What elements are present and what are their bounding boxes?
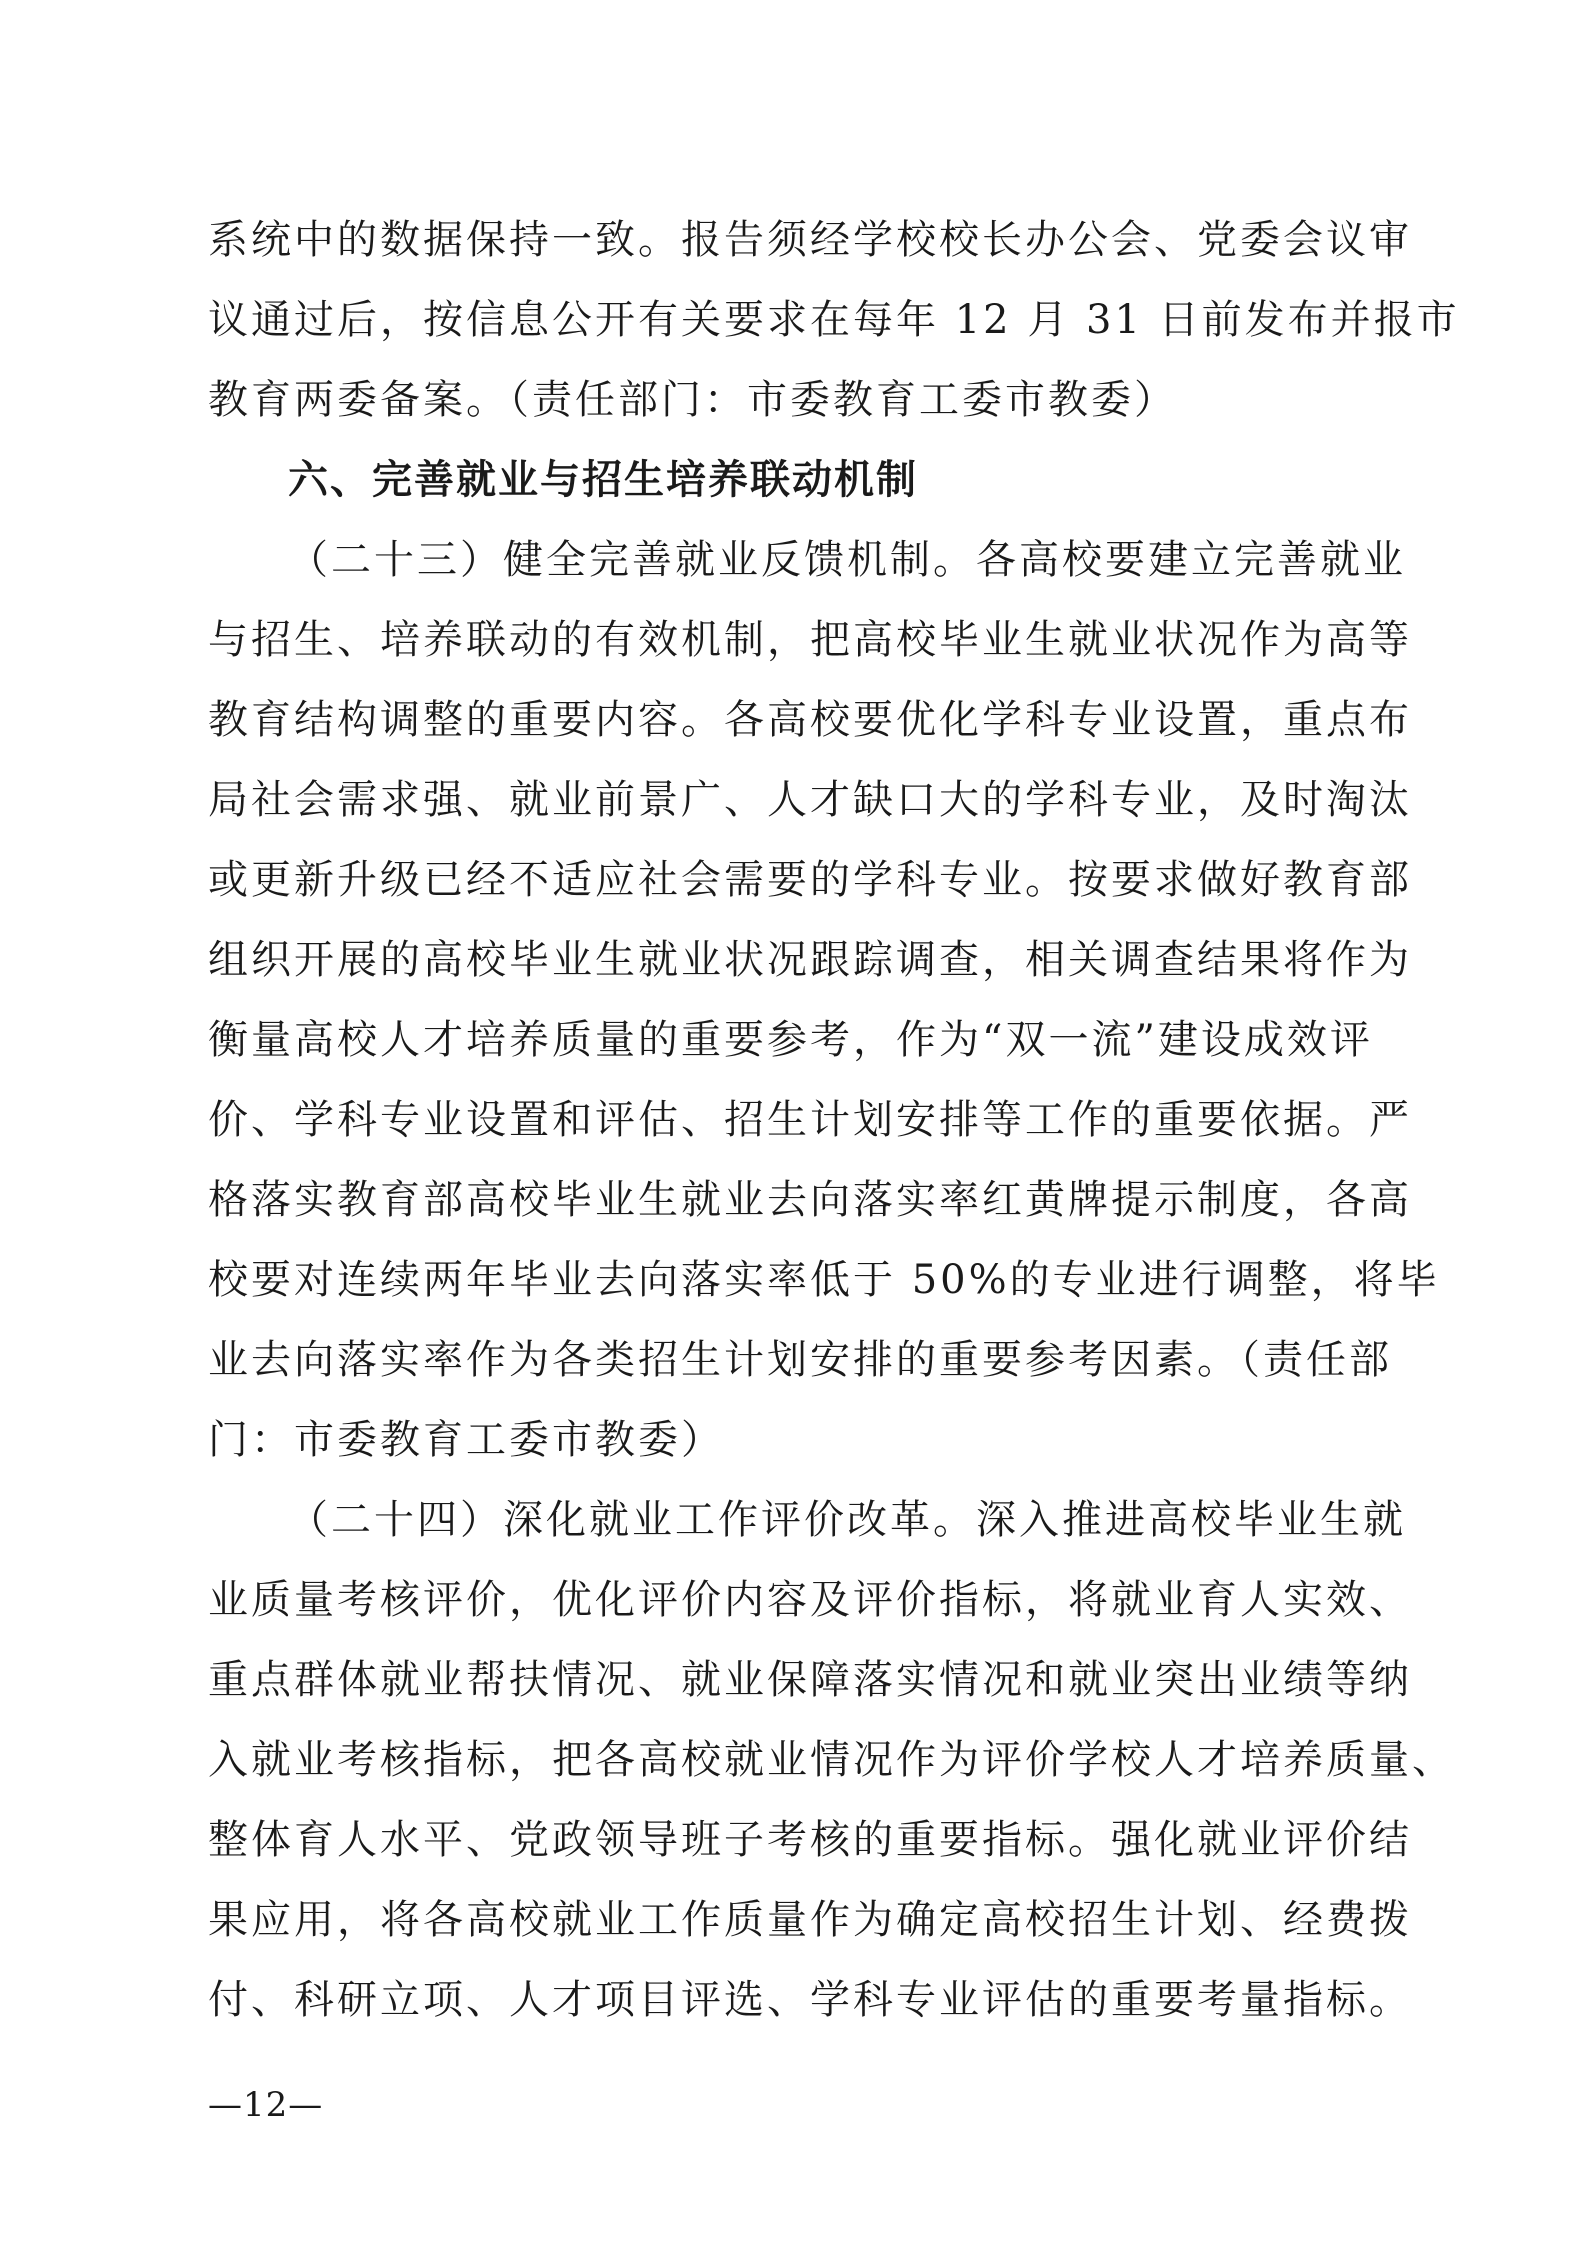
body-text-line: 果应用，将各高校就业工作质量作为确定高校招生计划、经费拨: [208, 1897, 1412, 1943]
body-text-line: 校要对连续两年毕业去向落实率低于 50%的专业进行调整，将毕: [208, 1257, 1440, 1303]
paragraph-first-line: （二十三）健全完善就业反馈机制。各高校要建立完善就业: [288, 537, 1406, 583]
body-text-line: 与招生、培养联动的有效机制，把高校毕业生就业状况作为高等: [208, 617, 1412, 663]
body-text-line: 业质量考核评价，优化评价内容及评价指标，将就业育人实效、: [208, 1577, 1412, 1623]
body-text-line: 教育结构调整的重要内容。各高校要优化学科专业设置，重点布: [208, 697, 1412, 743]
body-text-line: 格落实教育部高校毕业生就业去向落实率红黄牌提示制度，各高: [208, 1177, 1412, 1223]
body-text-line: 门：市委教育工委市教委）: [208, 1417, 724, 1463]
paragraph-first-line: （二十四）深化就业工作评价改革。深入推进高校毕业生就: [288, 1497, 1406, 1543]
body-text-line: 入就业考核指标，把各高校就业情况作为评价学校人才培养质量、: [208, 1737, 1455, 1783]
body-text-line: 付、科研立项、人才项目评选、学科专业评估的重要考量指标。: [208, 1977, 1412, 2023]
body-text-line: 重点群体就业帮扶情况、就业保障落实情况和就业突出业绩等纳: [208, 1657, 1412, 1703]
body-text-line: 系统中的数据保持一致。报告须经学校校长办公会、党委会议审: [208, 217, 1412, 263]
body-text-line: 组织开展的高校毕业生就业状况跟踪调查，相关调查结果将作为: [208, 937, 1412, 983]
page-number: —12—: [208, 2085, 324, 2125]
body-text-line: 教育两委备案。（责任部门：市委教育工委市教委）: [208, 377, 1177, 423]
body-text-line: 局社会需求强、就业前景广、人才缺口大的学科专业，及时淘汰: [208, 777, 1412, 823]
body-text-line: 整体育人水平、党政领导班子考核的重要指标。强化就业评价结: [208, 1817, 1412, 1863]
section-heading: 六、完善就业与招生培养联动机制: [288, 457, 918, 503]
body-text-line: 或更新升级已经不适应社会需要的学科专业。按要求做好教育部: [208, 857, 1412, 903]
body-text-line: 衡量高校人才培养质量的重要参考，作为“双一流”建设成效评: [208, 1017, 1373, 1063]
body-text-line: 业去向落实率作为各类招生计划安排的重要参考因素。（责任部: [208, 1337, 1392, 1383]
body-text-line: 价、学科专业设置和评估、招生计划安排等工作的重要依据。严: [208, 1097, 1412, 1143]
body-text-line: 议通过后，按信息公开有关要求在每年 12 月 31 日前发布并报市: [208, 297, 1460, 343]
